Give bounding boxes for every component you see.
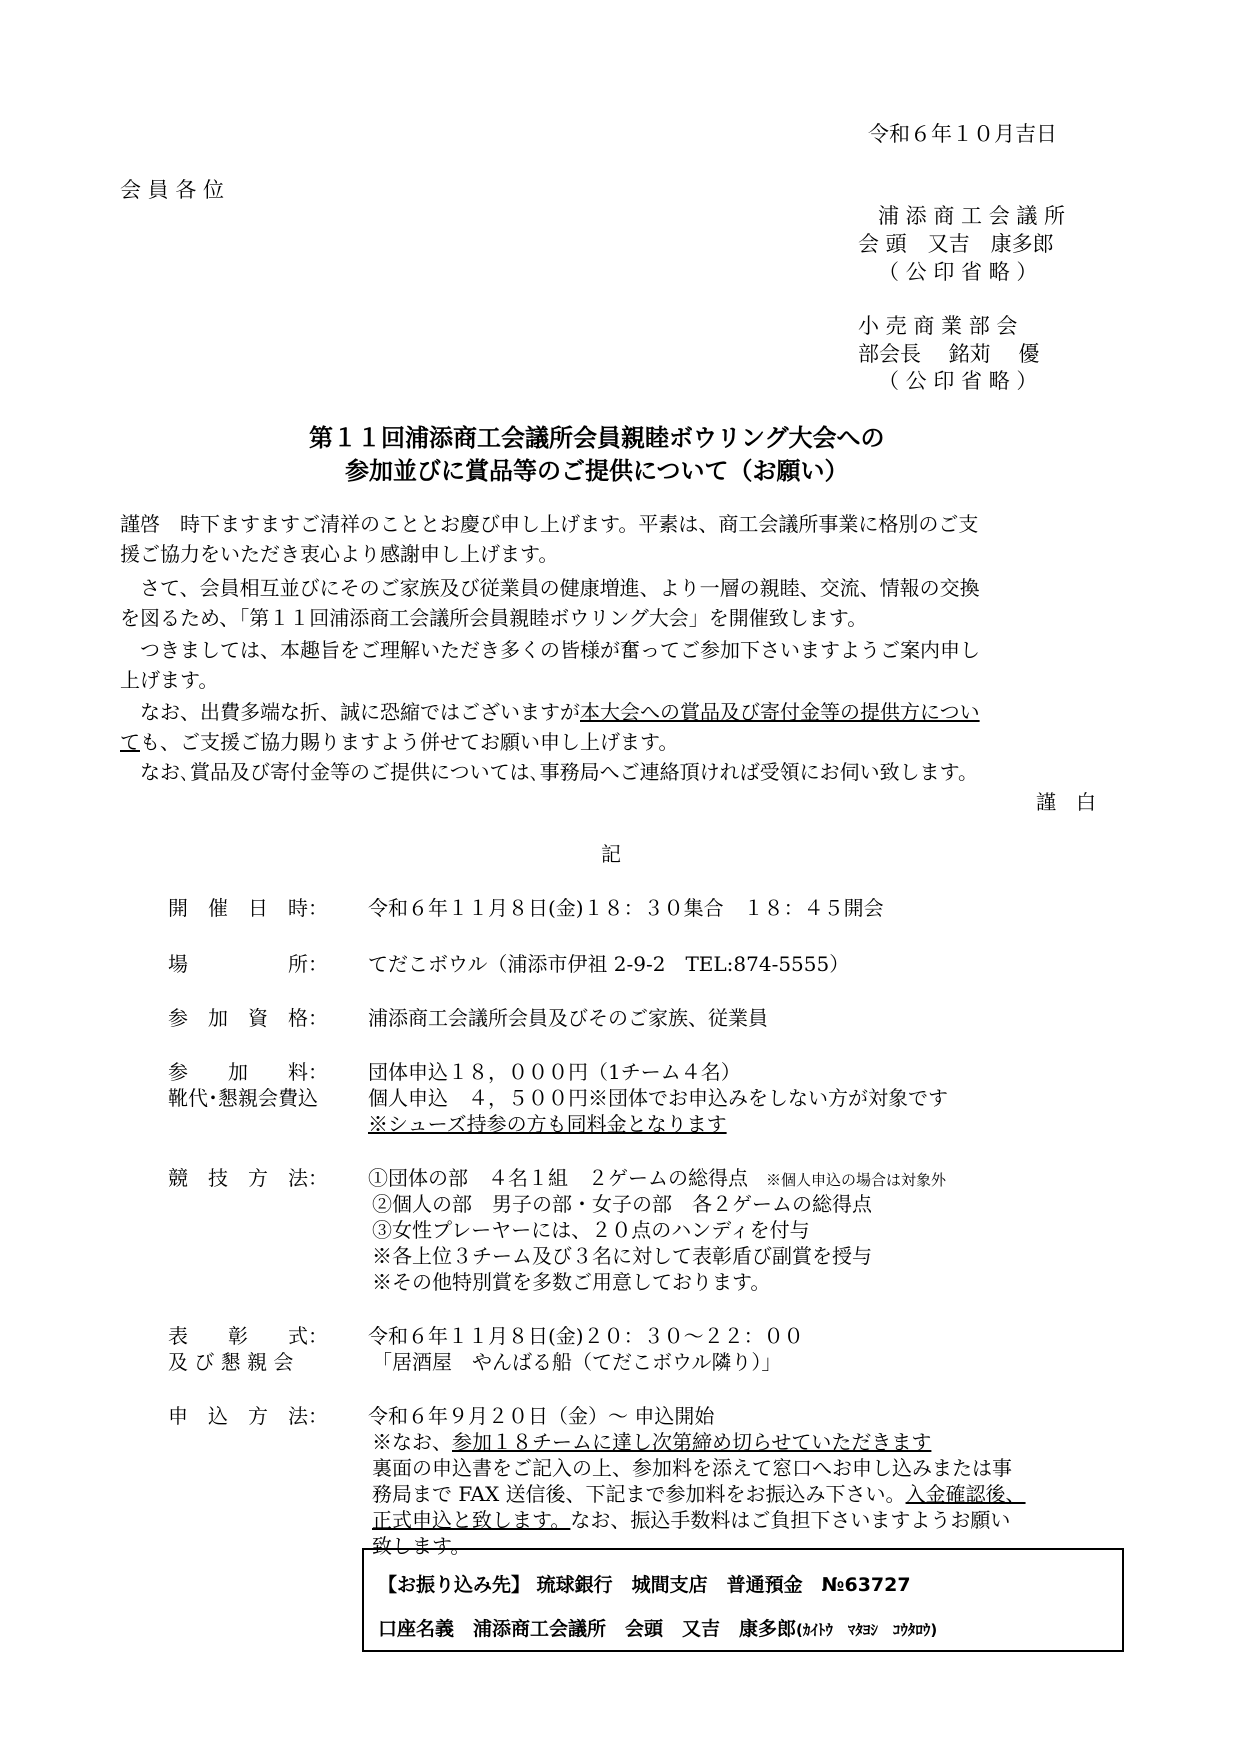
competition-team: ①団体の部 ４名１組 ２ゲームの総得点 bbox=[368, 1166, 748, 1190]
fee-value-individual: 個人申込 ４，５００円※団体でお申込みをしない方が対象です bbox=[368, 1086, 948, 1110]
fee-label-sub: 靴代･懇親会費込 bbox=[168, 1086, 318, 1110]
fee-value-team: 団体申込１８，０００円（1チーム４名） bbox=[368, 1060, 741, 1084]
competition-value-1 bbox=[368, 1162, 946, 1191]
date: 令和６年１０月吉日 bbox=[868, 122, 1057, 146]
apply-value-1: 令和６年９月２０日（金）～ 申込開始 bbox=[368, 1404, 715, 1428]
sender2-seal: （ 公 印 省 略 ） bbox=[878, 369, 1038, 393]
apply-note-prefix: ※なお、 bbox=[372, 1430, 452, 1454]
sender1-seal: （ 公 印 省 略 ） bbox=[878, 260, 1038, 284]
bank-info-line2 bbox=[378, 1614, 937, 1641]
body-p1-l1: 謹啓 時下ますますご清祥のこととお慶び申し上げます。平素は、商工会議所事業に格別のご支 bbox=[120, 512, 979, 536]
recipient: 会 員 各 位 bbox=[120, 178, 225, 202]
competition-team-note: ※個人申込の場合は対象外 bbox=[766, 1171, 947, 1189]
body-p4-l1-underlined: 本大会への賞品及び寄付金等の提供方につい bbox=[580, 700, 980, 724]
competition-value-5: ※その他特別賞を多数ご用意しております。 bbox=[372, 1270, 771, 1294]
qualification-value: 浦添商工会議所会員及びそのご家族、従業員 bbox=[368, 1006, 768, 1030]
body-p4-l2-text: も、ご支援ご協力賜りますよう併せてお願い申し上げます。 bbox=[140, 730, 679, 754]
body-p3-l1: つきましては、本趣旨をご理解いただき多くの皆様が奮ってご参加下さいますようご案内申し bbox=[120, 638, 980, 662]
apply-value-5 bbox=[372, 1504, 1010, 1533]
body-p3-l2: 上げます。 bbox=[120, 668, 219, 692]
competition-value-4: ※各上位３チーム及び３名に対して表彰盾び副賞を授与 bbox=[372, 1244, 872, 1268]
body-p2-l2: を図るため、「第１１回浦添商工会議所会員親睦ボウリング大会」を開催致します。 bbox=[120, 606, 868, 630]
fee-label: 参 加 料： bbox=[168, 1060, 328, 1084]
body-p4-l1 bbox=[120, 696, 980, 725]
award-value: 令和６年１１月８日(金)２０：３０～２２：００ bbox=[368, 1324, 804, 1348]
account-holder-kana: (ｶｲﾄｳ ﾏﾀﾖｼ ｺｳﾀﾛｳ) bbox=[796, 1621, 938, 1639]
place-value: てだこボウル（浦添市伊祖 2-9-2 TEL:874-5555） bbox=[368, 952, 850, 976]
title-line2: 参加並びに賞品等のご提供について（お願い） bbox=[345, 457, 849, 485]
title-line1: 第１１回浦添商工会議所会員親睦ボウリング大会への bbox=[309, 424, 885, 452]
ki-heading: 記 bbox=[601, 842, 621, 866]
award-label: 表 彰 式： bbox=[168, 1324, 328, 1348]
party-value: 「居酒屋 やんばる船（てだこボウル隣り）」 bbox=[372, 1350, 782, 1374]
apply-note-underlined: 参加１８チームに達し次第締め切らせていただきます bbox=[452, 1430, 932, 1454]
qualification-label: 参 加 資 格： bbox=[168, 1006, 328, 1030]
competition-label: 競 技 方 法： bbox=[168, 1166, 328, 1190]
sender1-name: 会 頭 又吉 康多郎 bbox=[858, 232, 1054, 256]
competition-value-3: ③女性プレーヤーには、２０点のハンディを付与 bbox=[372, 1218, 810, 1242]
sender2-org: 小 売 商 業 部 会 bbox=[858, 314, 1018, 338]
apply-line4-text: 務局まで FAX 送信後、下記まで参加料をお振込み下さい。 bbox=[372, 1482, 906, 1506]
sender1-org: 浦 添 商 工 会 議 所 bbox=[878, 204, 1066, 228]
apply-value-3: 裏面の申込書をご記入の上、参加料を添えて窓口へお申し込みまたは事 bbox=[372, 1456, 1012, 1480]
apply-line5-text: なお、振込手数料はご負担下さいますようお願い bbox=[570, 1508, 1011, 1532]
apply-label: 申 込 方 法： bbox=[168, 1404, 328, 1428]
date-value: 令和６年１１月８日(金)１８：３０集合 １８：４５開会 bbox=[368, 896, 884, 920]
body-p4-l2-underlined: て bbox=[120, 730, 140, 754]
apply-line5-underlined: 正式申込と致します。 bbox=[372, 1508, 571, 1532]
bank-info-line1: 【お振り込み先】 琉球銀行 城間支店 普通預金 №63727 bbox=[378, 1574, 911, 1596]
body-p4-l1-text: なお、出費多端な折、誠に恐縮ではございますが bbox=[120, 700, 580, 724]
date-label: 開 催 日 時： bbox=[168, 896, 328, 920]
competition-value-2: ②個人の部 男子の部・女子の部 各２ゲームの総得点 bbox=[372, 1192, 872, 1216]
body-p2-l1: さて、会員相互並びにそのご家族及び従業員の健康増進、より一層の親睦、交流、情報の交換 bbox=[120, 576, 980, 600]
closing: 謹 白 bbox=[1036, 790, 1096, 814]
apply-value-4 bbox=[372, 1478, 1026, 1507]
apply-value-6: 致します。 bbox=[372, 1534, 471, 1558]
fee-value-shoes-note: ※シューズ持参の方も同料金となります bbox=[368, 1112, 727, 1136]
apply-line4-underlined: 入金確認後、 bbox=[905, 1482, 1026, 1506]
body-p1-l2: 援ご協力をいただき衷心より感謝申し上げます。 bbox=[120, 542, 559, 566]
party-label: 及 び 懇 親 会 bbox=[168, 1350, 294, 1374]
bank-info-box bbox=[362, 1548, 1124, 1652]
account-holder: 口座名義 浦添商工会議所 会頭 又吉 康多郎 bbox=[378, 1618, 797, 1640]
sender2-name: 部会長 銘苅 優 bbox=[858, 342, 1040, 366]
apply-value-2 bbox=[372, 1426, 931, 1455]
place-label: 場 所： bbox=[168, 952, 328, 976]
body-p5-l1: なお､賞品及び寄付金等のご提供については､事務局へご連絡頂ければ受領にお伺い致します。 bbox=[120, 760, 978, 784]
body-p4-l2 bbox=[120, 726, 678, 755]
